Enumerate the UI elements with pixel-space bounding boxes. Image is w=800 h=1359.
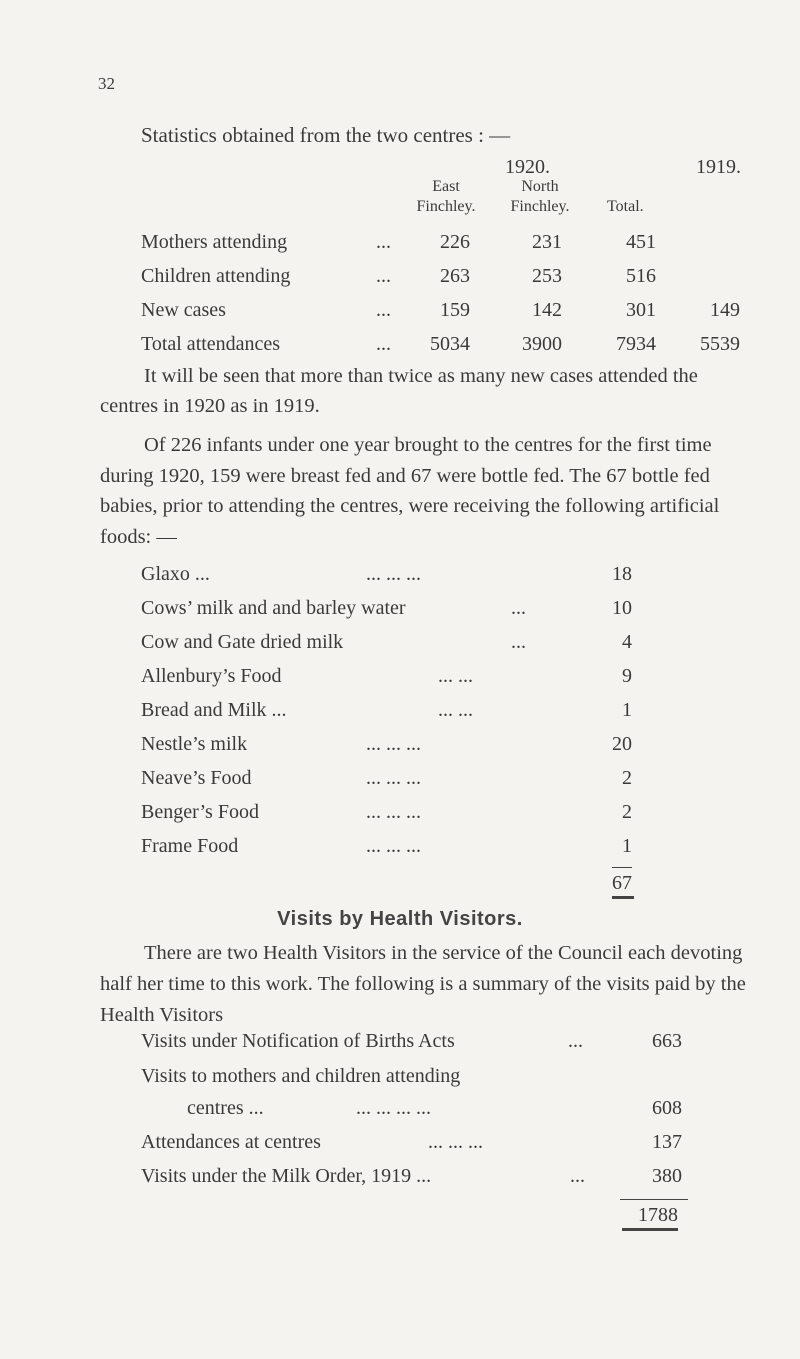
- food-label: Benger’s Food: [141, 801, 259, 823]
- visits-heading: Visits by Health Visitors.: [277, 908, 523, 930]
- visit-label: centres ...: [187, 1097, 264, 1119]
- visit-value: 608: [652, 1097, 682, 1119]
- visit-label: Visits to mothers and children attending: [141, 1065, 461, 1087]
- visit-label: Visits under Notification of Births Acts: [141, 1030, 455, 1052]
- food-label: Allenbury’s Food: [141, 665, 282, 687]
- visit-dots: ...: [570, 1165, 585, 1187]
- foods-sum-rule: [612, 867, 632, 868]
- food-value: 1: [622, 835, 632, 857]
- col-east-line2: Finchley.: [416, 198, 476, 215]
- paragraph-twice-as-many: It will be seen that more than twice as many new cases attended the centres in 1920 as in 1919.: [100, 365, 698, 417]
- stats-row-label: Children attending: [141, 265, 291, 287]
- stats-north-value: 253: [532, 265, 562, 287]
- stats-1919-value: 149: [710, 299, 740, 321]
- food-label: Glaxo ...: [141, 563, 210, 585]
- stats-east-value: 159: [440, 299, 470, 321]
- page-number: 32: [98, 74, 115, 93]
- col-east-line1: East: [432, 178, 460, 195]
- food-value: 20: [612, 733, 632, 755]
- col-total-header: Total.: [607, 198, 644, 215]
- visits-sum-rule: [620, 1199, 688, 1200]
- stats-1919-value: 5539: [700, 333, 740, 355]
- food-label: Frame Food: [141, 835, 239, 857]
- food-dots: ... ... ...: [366, 801, 421, 823]
- food-label: Cows’ milk and and barley water: [141, 597, 406, 619]
- visit-dots: ... ... ...: [428, 1131, 483, 1153]
- stats-row-label: Mothers attending: [141, 231, 288, 253]
- stats-intro: Statistics obtained from the two centres : —: [141, 123, 511, 147]
- food-dots: ... ... ...: [366, 563, 421, 585]
- visit-value: 663: [652, 1030, 682, 1052]
- col-north-line1: North: [521, 178, 559, 195]
- col-north-line2: Finchley.: [510, 198, 570, 215]
- food-label: Cow and Gate dried milk: [141, 631, 344, 653]
- visit-value: 380: [652, 1165, 682, 1187]
- foods-total: 67: [612, 872, 632, 894]
- food-dots: ... ... ...: [366, 835, 421, 857]
- paragraph-health-visitors: There are two Health Visitors in the service of the Council each devoting half her time to this work. The following is a summary of the visits paid by the Health Visitors: [100, 942, 746, 1026]
- food-value: 10: [612, 597, 632, 619]
- stats-total-value: 516: [626, 265, 656, 287]
- stats-total-value: 451: [626, 231, 656, 253]
- food-value: 9: [622, 665, 632, 687]
- stats-total-value: 7934: [616, 333, 656, 355]
- stats-east-value: 226: [440, 231, 470, 253]
- paragraph-infants: Of 226 infants under one year brought to the centres for the first time during 1920, 159 were breast fed and 67 were bottle fed. The 67 bottle fed babies, prior to attending the centres, were receiving the following artificial foods: —: [100, 434, 720, 548]
- food-value: 18: [612, 563, 632, 585]
- food-label: Bread and Milk ...: [141, 699, 287, 721]
- food-value: 2: [622, 767, 632, 789]
- food-dots: ... ... ...: [366, 767, 421, 789]
- visit-dots: ...: [568, 1030, 583, 1052]
- stats-east-value: 5034: [430, 333, 470, 355]
- stats-row-dots: ...: [376, 265, 391, 287]
- stats-total-value: 301: [626, 299, 656, 321]
- stats-row-dots: ...: [376, 299, 391, 321]
- food-value: 2: [622, 801, 632, 823]
- food-value: 4: [622, 631, 632, 653]
- food-label: Neave’s Food: [141, 767, 252, 789]
- stats-east-value: 263: [440, 265, 470, 287]
- stats-north-value: 142: [532, 299, 562, 321]
- stats-north-value: 3900: [522, 333, 562, 355]
- visits-total-underline: [622, 1228, 678, 1231]
- visit-value: 137: [652, 1131, 682, 1153]
- visits-total: 1788: [638, 1204, 678, 1226]
- stats-row-dots: ...: [376, 333, 391, 355]
- food-value: 1: [622, 699, 632, 721]
- food-label: Nestle’s milk: [141, 733, 248, 755]
- food-dots: ... ... ...: [366, 733, 421, 755]
- stats-row-label: Total attendances: [141, 333, 281, 355]
- visit-dots: ... ... ... ...: [356, 1097, 431, 1119]
- stats-north-value: 231: [532, 231, 562, 253]
- food-dots: ...: [511, 631, 526, 653]
- food-dots: ... ...: [438, 699, 473, 721]
- stats-row-label: New cases: [141, 299, 226, 321]
- foods-total-underline: [612, 896, 634, 899]
- food-dots: ...: [511, 597, 526, 619]
- food-dots: ... ...: [438, 665, 473, 687]
- visit-label: Visits under the Milk Order, 1919 ...: [141, 1165, 432, 1187]
- year-1920-header: 1920.: [505, 156, 550, 178]
- stats-row-dots: ...: [376, 231, 391, 253]
- year-1919-header: 1919.: [696, 156, 741, 178]
- visit-label: Attendances at centres: [141, 1131, 321, 1153]
